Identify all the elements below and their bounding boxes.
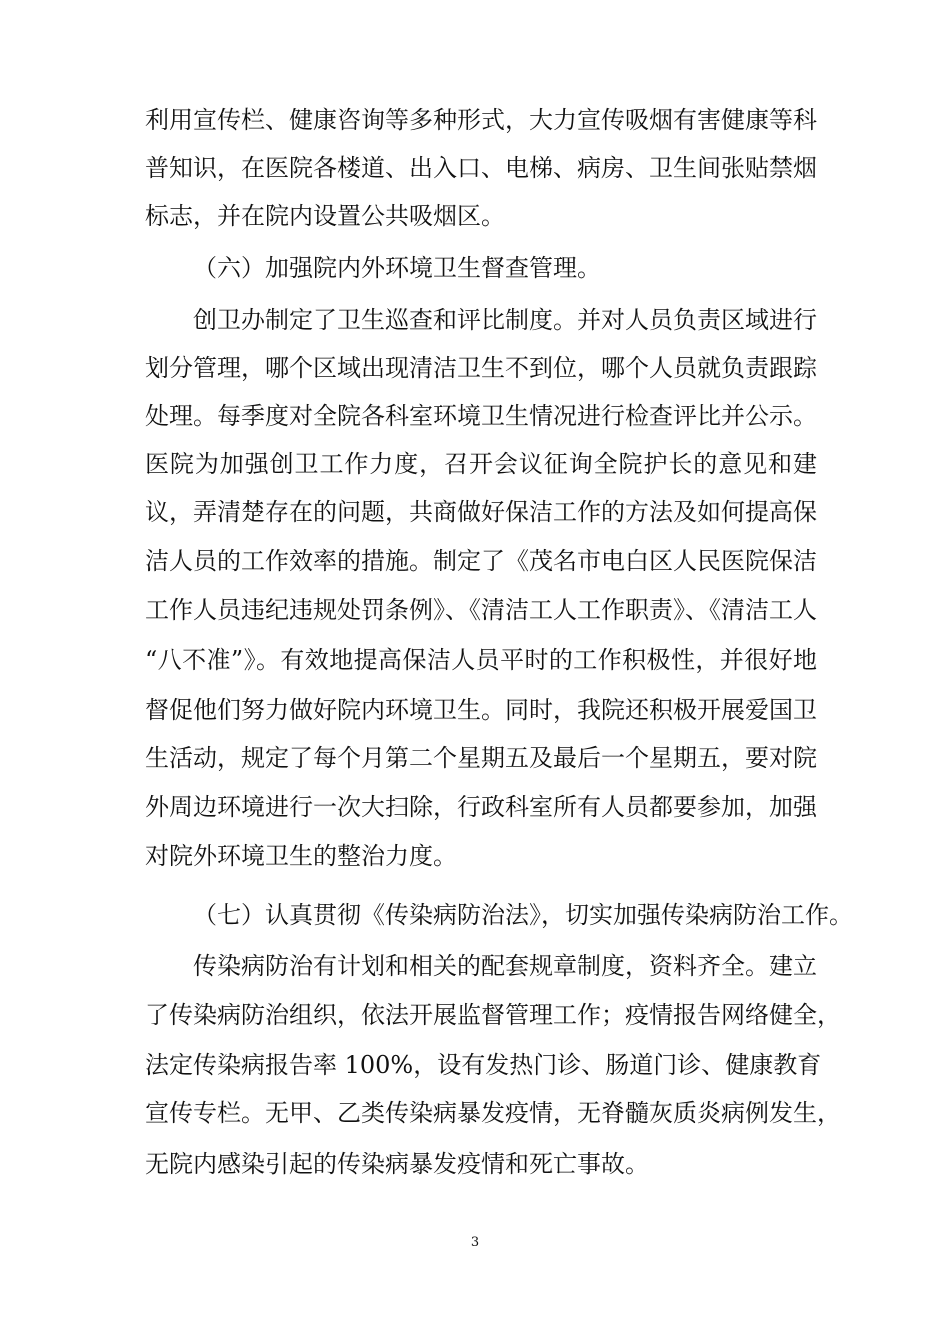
text-line: 对院外环境卫生的整治力度。 <box>145 842 457 870</box>
text-line: 普知识，在医院各楼道、出入口、电梯、病房、卫生间张贴禁烟 <box>145 154 817 182</box>
text-line: 传染病防治有计划和相关的配套规章制度，资料齐全。建立 <box>193 952 817 980</box>
text-line: 了传染病防治组织，依法开展监督管理工作；疫情报告网络健全， <box>145 1001 841 1029</box>
text-line: 外周边环境进行一次大扫除，行政科室所有人员都要参加，加强 <box>145 793 817 821</box>
text-line: 利用宣传栏、健康咨询等多种形式，大力宣传吸烟有害健康等科 <box>145 106 817 134</box>
text-line: 医院为加强创卫工作力度，召开会议征询全院护长的意见和建 <box>145 450 817 478</box>
text-line: 创卫办制定了卫生巡查和评比制度。并对人员负责区域进行 <box>193 306 817 334</box>
page-number: 3 <box>470 1235 480 1250</box>
section-heading: （六）加强院内外环境卫生督查管理。 <box>193 254 601 282</box>
text-line: 生活动，规定了每个月第二个星期五及最后一个星期五，要对院 <box>145 744 817 772</box>
text-line: 宣传专栏。无甲、乙类传染病暴发疫情，无脊髓灰质炎病例发生， <box>145 1099 841 1127</box>
text-line: 议，弄清楚存在的问题，共商做好保洁工作的方法及如何提高保 <box>145 498 817 526</box>
text-line: 法定传染病报告率 100%，设有发热门诊、肠道门诊、健康教育 <box>145 1051 822 1079</box>
text-line: 无院内感染引起的传染病暴发疫情和死亡事故。 <box>145 1150 649 1178</box>
text-line: 划分管理，哪个区域出现清洁卫生不到位，哪个人员就负责跟踪 <box>145 354 817 382</box>
text-line: 标志，并在院内设置公共吸烟区。 <box>145 202 505 230</box>
text-line: “八不准”》。有效地提高保洁人员平时的工作积极性，并很好地 <box>145 646 817 674</box>
text-line: 督促他们努力做好院内环境卫生。同时，我院还积极开展爱国卫 <box>145 696 817 724</box>
text-line: 洁人员的工作效率的措施。制定了《茂名市电白区人民医院保洁 <box>145 547 817 575</box>
section-heading: （七）认真贯彻《传染病防治法》，切实加强传染病防治工作。 <box>193 901 853 929</box>
text-line: 工作人员违纪违规处罚条例》、《清洁工人工作职责》、《清洁工人 <box>145 596 817 624</box>
text-line: 处理。每季度对全院各科室环境卫生情况进行检查评比并公示。 <box>145 402 817 430</box>
